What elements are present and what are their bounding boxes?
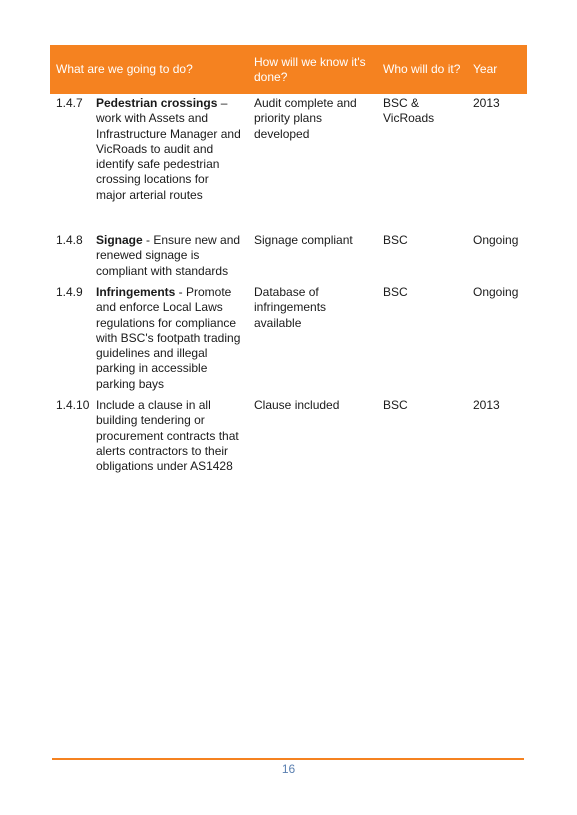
table-row	[50, 233, 527, 285]
item-description	[96, 233, 242, 285]
item-number: 1.4.7	[56, 96, 83, 110]
item-detail: Include a clause in all building tendering or procurement contracts that alerts contractors to their obligations under AS1428	[96, 398, 239, 474]
header-who: Who will do it?	[383, 62, 461, 76]
item-description	[96, 96, 242, 233]
header-what: What are we going to do?	[56, 62, 193, 76]
item-year: 2013	[473, 398, 500, 412]
item-number: 1.4.10	[56, 398, 90, 412]
page-number: 16	[281, 762, 296, 776]
header-year: Year	[473, 62, 498, 76]
item-measure: Database of infringements available	[254, 285, 327, 330]
item-year: Ongoing	[473, 233, 519, 247]
item-description	[96, 285, 242, 398]
item-number: 1.4.9	[56, 285, 83, 299]
item-description	[96, 398, 242, 478]
table-row	[50, 398, 527, 478]
item-detail: - Promote and enforce Local Laws regulations for compliance with BSC's footpath trading guidelines and illegal parking in accessible parking bays	[96, 285, 241, 391]
item-measure: Clause included	[254, 398, 340, 412]
item-who: BSC	[383, 233, 408, 247]
table-header	[50, 45, 527, 94]
item-number: 1.4.8	[56, 233, 83, 247]
item-title: Pedestrian crossings	[96, 96, 218, 110]
header-how: How will we know it's done?	[254, 54, 366, 84]
item-title: Signage	[96, 233, 143, 247]
item-measure: Signage compliant	[254, 233, 353, 247]
item-year: 2013	[473, 96, 500, 110]
item-who: BSC	[383, 398, 408, 412]
item-detail: – work with Assets and Infrastructure Manager and VicRoads to audit and identify safe pedestrian crossing locations for major arterial routes	[96, 96, 241, 202]
table-row	[50, 96, 527, 233]
item-who: BSC & VicRoads	[383, 96, 435, 126]
item-measure: Audit complete and priority plans developed	[254, 96, 357, 141]
item-detail: - Ensure new and renewed signage is compliant with standards	[96, 233, 241, 278]
action-table	[50, 45, 527, 478]
footer-divider	[52, 758, 524, 760]
item-year: Ongoing	[473, 285, 519, 299]
item-who: BSC	[383, 285, 408, 299]
table-row	[50, 285, 527, 398]
item-title: Infringements	[96, 285, 176, 299]
